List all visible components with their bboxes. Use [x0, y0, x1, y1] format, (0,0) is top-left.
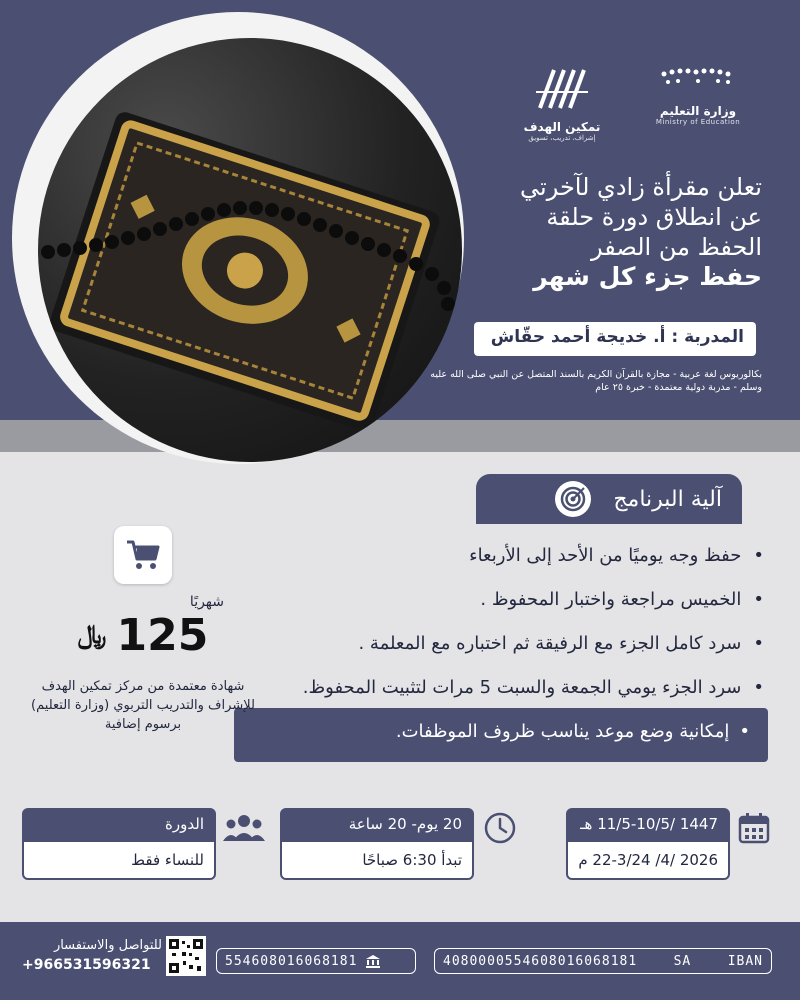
price-currency: ﷼ — [77, 620, 107, 650]
logos-area — [498, 64, 758, 154]
start-time: تبدأ 6:30 صباحًا — [362, 851, 462, 869]
course-audience: للنساء فقط — [131, 851, 204, 869]
headline-line-1: تعلن مقرأة زادي لآخرتي — [520, 173, 762, 201]
moe-name-en: Ministry of Education — [655, 118, 741, 126]
program-bullet: • حفظ وجه يوميًا من الأحد إلى الأربعاء — [254, 534, 764, 578]
program-bullet: • الخميس مراجعة واختبار المحفوظ . — [254, 578, 764, 622]
account-field[interactable] — [216, 948, 416, 974]
iban-label: IBAN — [727, 953, 763, 969]
dates-gregorian: 2026 /4/ 22-3/24 م — [578, 851, 718, 869]
photo-frame — [12, 12, 464, 464]
tamkeen-name: تمكين الهدف — [523, 120, 601, 134]
program-bullet: • سرد كامل الجزء مع الرفيقة ثم اختباره مع المعلمة . — [254, 622, 764, 666]
program-title: آلية البرنامج — [613, 486, 722, 512]
headline — [422, 172, 762, 292]
price-panel — [28, 526, 258, 734]
certificate-note: شهادة معتمدة من مركز تمكين الهدف للإشراف والتدريب التربوي (وزارة التعليم) برسوم إضافية — [31, 679, 255, 732]
course-duration: 20 يوم- 20 ساعة — [282, 810, 472, 842]
clock-icon — [482, 810, 518, 846]
course-label: الدورة — [24, 810, 214, 842]
trainer-name: المدربة : أ. خديجة أحمد حقّاش — [474, 322, 756, 356]
program-bullet: • سرد الجزء يومي الجمعة والسبت 5 مرات لتثبيت المحفوظ. — [254, 666, 764, 710]
tamkeen-emblem-icon — [532, 64, 592, 110]
price-frequency: شهريًا — [189, 594, 224, 610]
moe-emblem-icon — [658, 64, 738, 94]
contact-info — [22, 938, 162, 973]
footer — [0, 922, 800, 1000]
bank-icon — [365, 954, 381, 968]
price-amount: 125 — [116, 610, 209, 661]
iban-number: 4080000554608016068181 — [443, 953, 638, 969]
contact-label: للتواصل والاستفسار — [53, 938, 162, 953]
headline-line-2: عن انطلاق دورة حلقة — [546, 203, 762, 231]
program-title-tab — [476, 474, 742, 524]
cart-icon — [125, 539, 161, 571]
dates-box — [566, 808, 730, 880]
iban-country: SA — [673, 953, 692, 969]
course-box — [22, 808, 216, 880]
calendar-icon — [736, 810, 772, 846]
tamkeen-logo — [502, 64, 622, 142]
iban-field[interactable] — [434, 948, 772, 974]
dates-hijri: 1447 /11/5-10/5 هـ — [568, 810, 728, 842]
flexible-time-note: • إمكانية وضع موعد يناسب ظروف الموظفات. — [234, 708, 768, 762]
target-icon — [555, 481, 591, 517]
quran-photo — [38, 38, 462, 462]
headline-line-4: حفظ جزء كل شهر — [533, 262, 762, 291]
price-row — [28, 610, 258, 661]
quran-book-illustration — [38, 38, 462, 462]
account-number: 554608016068181 — [225, 953, 358, 969]
tamkeen-tagline: إشراف، تدريب، تسويق — [528, 134, 596, 142]
program-bullets — [254, 534, 764, 710]
moe-name-ar: وزارة التعليم — [659, 104, 737, 118]
headline-line-3: الحفظ من الصفر — [591, 233, 762, 261]
qr-code-icon[interactable] — [166, 936, 206, 976]
trainer-qualifications: بكالوريوس لغة عربية - مجازة بالقرآن الكريم بالسند المتصل عن النبي صلى الله عليه وسلم - مدربة دولية معتمدة - خبرة ٢٥ عام — [430, 369, 762, 393]
time-box — [280, 808, 474, 880]
moe-logo — [638, 64, 758, 126]
people-icon — [222, 810, 266, 846]
cart-button[interactable] — [114, 526, 172, 584]
phone-number[interactable]: +966531596321 — [22, 957, 151, 973]
